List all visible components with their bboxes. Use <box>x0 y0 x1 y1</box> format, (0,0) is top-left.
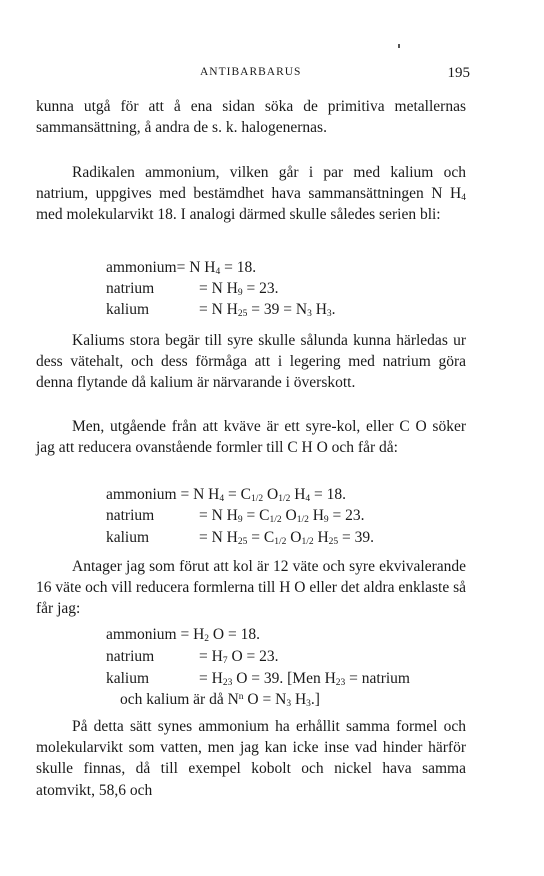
formula-label: natrium <box>106 648 155 665</box>
paragraph-4: Men, utgående från att kväve är ett syre-kol, eller C O söker jag att reducera ovanstående formler till C H O och får då: <box>36 418 466 457</box>
paragraph-2-block <box>36 162 466 226</box>
paragraph-5-block <box>36 556 466 620</box>
formula-3-natrium <box>106 646 279 668</box>
paragraph-4-block <box>36 416 466 458</box>
formula-2-natrium <box>106 505 365 527</box>
formula-3-ammonium <box>106 624 260 646</box>
formula-expr: = N $H_9 = 23$. <box>199 280 279 298</box>
paragraph-3-block <box>36 330 466 394</box>
note-line2-a: och kalium är då N <box>120 691 239 708</box>
paragraph-2-text-a: Radikalen ammonium, vilken går i par med kalium och natrium, uppgives med bestämdhet hava sammansättningen N H <box>36 164 466 203</box>
formula-expr: = $H_7$ O = 23. <box>199 648 279 666</box>
formula-expr: = $H_2$ O = 18. <box>176 626 260 644</box>
paragraph-6-block <box>36 716 466 801</box>
formula-1-natrium <box>106 278 279 300</box>
note-text-b: = natrium <box>345 670 410 687</box>
paragraph-1-block <box>36 96 466 138</box>
paragraph-2-sub: 4 <box>461 193 466 204</box>
formula-label: natrium <box>106 507 155 524</box>
formula-label: natrium <box>106 280 155 297</box>
formula-label: ammonium <box>106 259 177 276</box>
paragraph-1: kunna utgå för att å ena sidan söka de primitiva metallernas sammansättning, å andra de s. k. halogenernas. <box>36 98 466 137</box>
paragraph-2 <box>36 162 466 226</box>
header-title: ANTIBARBARUS <box>200 66 302 78</box>
note-line2-b: O = N <box>243 691 287 708</box>
note-line2-d: .] <box>310 691 320 708</box>
formula-label: kalium <box>106 529 150 546</box>
formula-label: kalium <box>106 670 150 687</box>
paragraph-3: Kaliums stora begär till syre skulle sålunda kunna härledas ur dess vätehalt, och dess förmåga att i legering med natrium göra denna flytande då kalium är närvarande i överskott. <box>36 332 466 392</box>
running-header <box>200 65 470 81</box>
note-text-a: [Men H <box>287 670 336 687</box>
formula-2-kalium <box>106 527 374 549</box>
print-mark <box>398 44 400 48</box>
note-sup: n <box>238 692 244 702</box>
formula-expr: = N $H_9 = C_{1/2}$ $O_{1/2}$ $H_9 = 23$. <box>199 507 365 525</box>
formula-expr: = N $H_4 = C_{1/2}$ $O_{1/2}$ $H_4 = 18$. <box>176 486 347 504</box>
paragraph-2-text-b: med molekularvikt 18. I analogi därmed skulle således serien bli: <box>36 206 441 224</box>
formula-3-kalium <box>106 668 410 690</box>
formula-1-kalium <box>106 299 336 321</box>
formula-2-ammonium <box>106 484 346 506</box>
note-line2-c: H <box>291 691 307 708</box>
page-number: 195 <box>447 65 470 81</box>
formula-expr: = N $H_4 = 18$. <box>176 259 257 277</box>
paragraph-5: Antager jag som förut att kol är 12 väte och syre ekvivalerande 16 väte och vill reducera formlerna till H O eller det aldra enklaste så får jag: <box>36 558 466 618</box>
formula-label: ammonium <box>106 486 177 503</box>
note-line2-sub2: 3 <box>306 699 311 709</box>
formula-label: ammonium <box>106 626 177 643</box>
formula-expr: = $H_{23}$ O = 39. [Men $H_{23}$ = natrium <box>199 670 410 688</box>
formula-expr: = N $H_{25} = C_{1/2}$ $O_{1/2}$ $H_{25} = 39$. <box>199 529 375 547</box>
formula-expr: = N $H_{25} = 39 = N_3$ $H_3$. <box>199 301 336 319</box>
formula-label: kalium <box>106 301 150 318</box>
paragraph-6: På detta sätt synes ammonium ha erhållit samma formel och molekularvikt som vatten, men jag kan icke inse vad hinder härför skulle finnas, då till exempel kobolt och nickel hava samma atomvikt, 58,6 och <box>36 718 466 799</box>
note-sub: 23 <box>335 678 346 688</box>
formula-3-note-line2 <box>120 689 320 711</box>
note-line2-sub: 3 <box>286 699 292 709</box>
formula-1-ammonium <box>106 257 256 279</box>
